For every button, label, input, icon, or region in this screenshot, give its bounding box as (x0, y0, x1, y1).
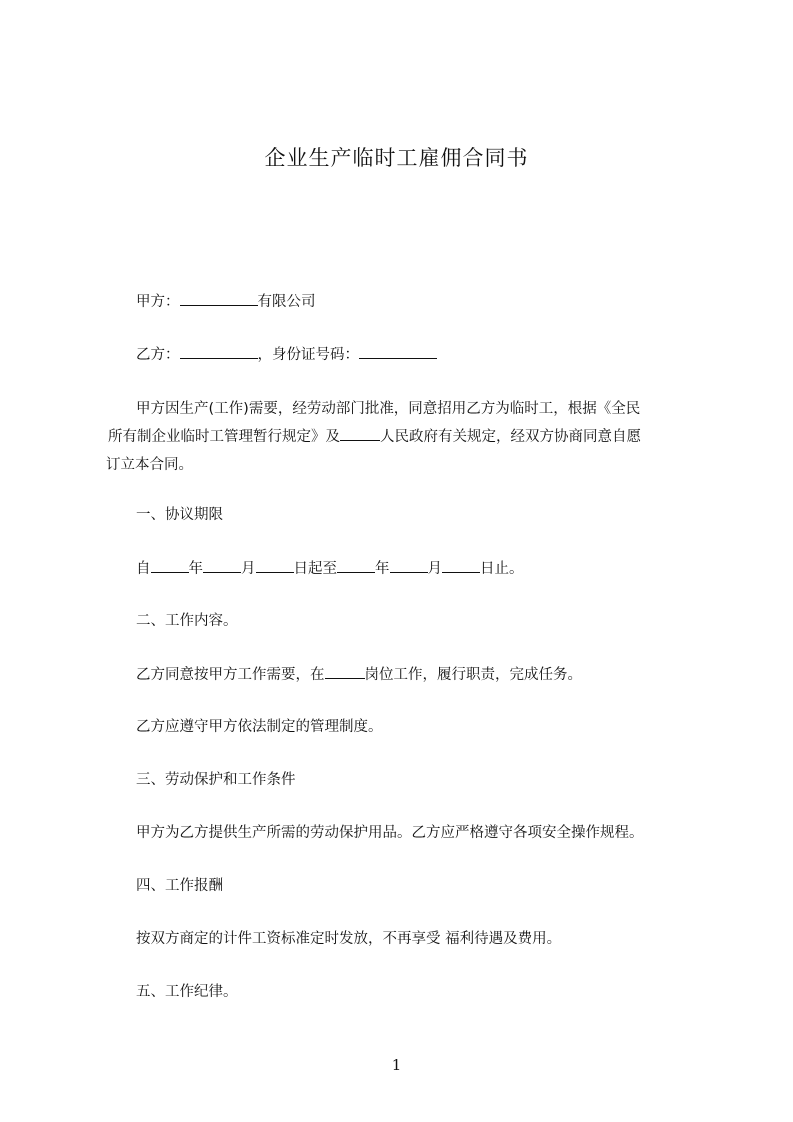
party-b-name-blank (180, 344, 258, 359)
section-1-heading: 一、协议期限 (136, 507, 223, 523)
start-month-blank (203, 558, 241, 573)
term-year-2: 年 (375, 561, 390, 577)
term-line (136, 558, 524, 579)
document-title: 企业生产临时工雇佣合同书 (264, 146, 529, 170)
protection-line: 甲方为乙方提供生产所需的劳动保护用品。乙方应严格遵守各项安全操作规程。 (136, 825, 644, 841)
preamble-row-2-b: 人民政府有关规定，经双方协商同意自愿 (380, 429, 641, 445)
preamble-row-2-a: 所有制企业临时工管理暂行规定》及 (108, 429, 340, 445)
end-year-blank (337, 558, 375, 573)
term-from: 自 (136, 561, 151, 577)
party-b-line (136, 344, 437, 365)
party-a-suffix: 有限公司 (257, 294, 316, 310)
section-2-heading: 二、工作内容。 (136, 613, 238, 629)
preamble-paragraph (106, 395, 702, 479)
section-5-heading: 五、工作纪律。 (136, 984, 238, 1000)
party-b-id-blank (359, 344, 437, 359)
term-day-2: 日止。 (480, 561, 524, 577)
party-a-line (136, 291, 316, 312)
payment-line: 按双方商定的计件工资标准定时发放，不再享受 福利待遇及费用。 (136, 931, 562, 947)
work-content-line-2: 乙方应遵守甲方依法制定的管理制度。 (136, 719, 383, 735)
start-year-blank (151, 558, 189, 573)
government-blank (340, 426, 380, 441)
work-content-line-1 (136, 664, 582, 685)
term-day-1: 日起至 (293, 561, 337, 577)
end-month-blank (390, 558, 428, 573)
party-b-label: 乙方： (136, 347, 180, 363)
party-b-id-label: ，身份证号码： (257, 347, 359, 363)
term-month-1: 月 (241, 561, 256, 577)
section-4-heading: 四、工作报酬 (136, 878, 223, 894)
work-content-a: 乙方同意按甲方工作需要，在 (136, 667, 325, 683)
term-month-2: 月 (427, 561, 442, 577)
preamble-row-2 (106, 423, 702, 451)
end-day-blank (442, 558, 480, 573)
party-a-label: 甲方： (136, 294, 180, 310)
term-year-1: 年 (188, 561, 203, 577)
position-blank (325, 664, 365, 679)
start-day-blank (256, 558, 294, 573)
page-number: 1 (391, 1056, 402, 1074)
party-a-name-blank (180, 291, 258, 306)
preamble-row-3: 订立本合同。 (106, 457, 193, 473)
preamble-row-1: 甲方因生产(工作)需要，经劳动部门批准，同意招用乙方为临时工，根据《全民 (136, 401, 641, 417)
work-content-b: 岗位工作，履行职责，完成任务。 (364, 667, 582, 683)
section-3-heading: 三、劳动保护和工作条件 (136, 772, 296, 788)
